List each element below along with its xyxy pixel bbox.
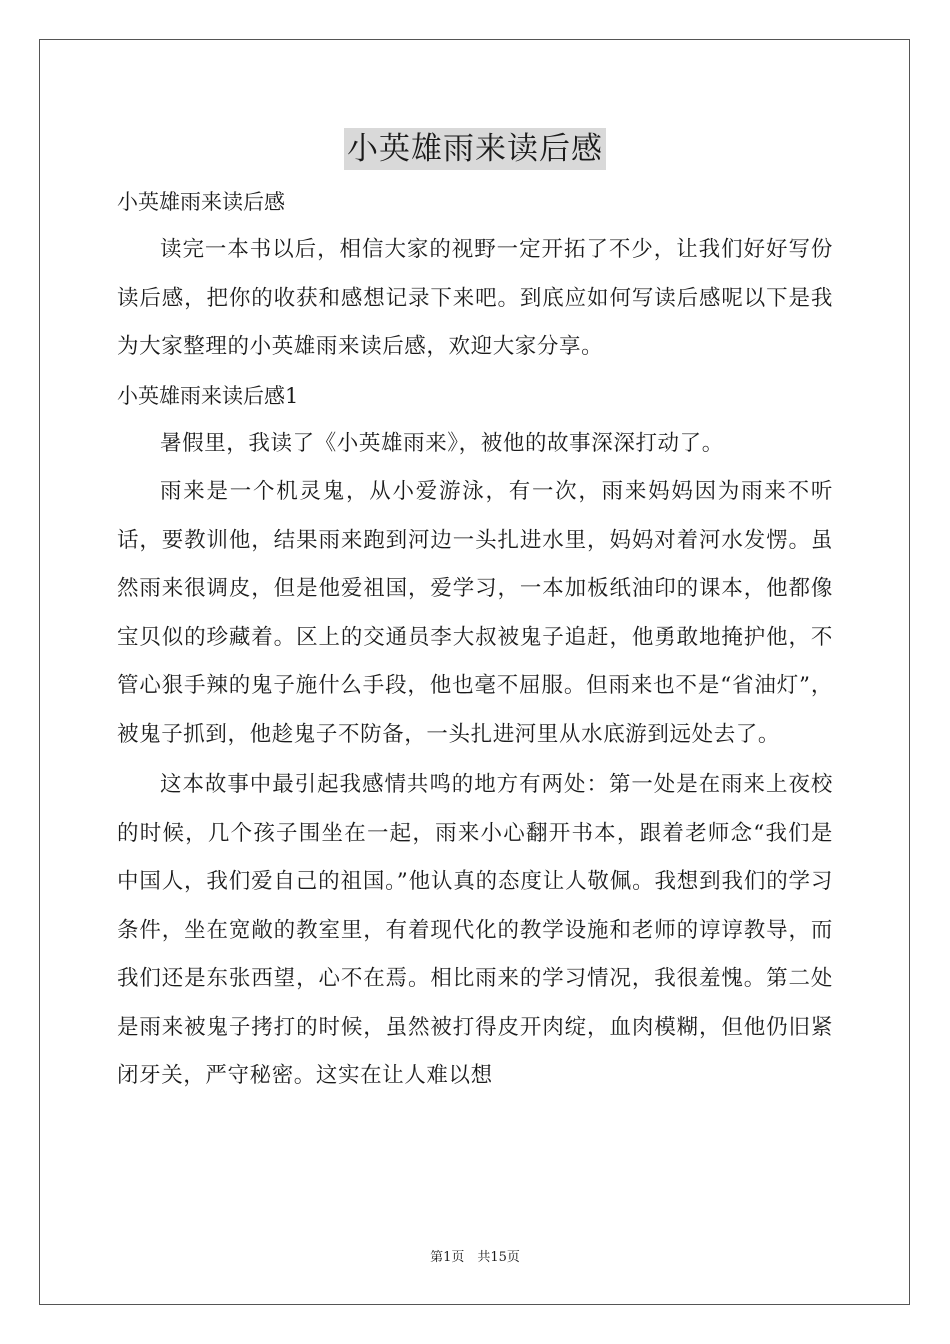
- document-title-text: 小英雄雨来读后感: [344, 128, 606, 170]
- body-paragraph-3: 这本故事中最引起我感情共鸣的地方有两处：第一处是在雨来上夜校的时候，几个孩子围坐在一起，雨来小心翻开书本，跟着老师念“我们是中国人，我们爱自己的祖国。”他认真的态度让人敬佩。我想到我们的学习条件，坐在宽敞的教室里，有着现代化的教学设施和老师的谆谆教导，而我们还是东张西望，心不在焉。相比雨来的学习情况，我很羞愧。第二处是雨来被鬼子拷打的时候，虽然被打得皮开肉绽，血肉模糊，但他仍旧紧闭牙关，严守秘密。这实在让人难以想: [117, 772, 833, 1088]
- body-paragraph-1: 暑假里，我读了《小英雄雨来》，被他的故事深深打动了。: [160, 430, 724, 456]
- document-body: [117, 178, 833, 1101]
- section-heading: 小英雄雨来读后感1: [117, 383, 299, 408]
- body-paragraph-2: 雨来是一个机灵鬼，从小爱游泳，有一次，雨来妈妈因为雨来不听话，要教训他，结果雨来跑到河边一头扎进水里，妈妈对着河水发愣。虽然雨来很调皮，但是他爱祖国，爱学习，一本加板纸油印的课本，他都像宝贝似的珍藏着。区上的交通员李大叔被鬼子追赶，他勇敢地掩护他，不管心狠手辣的鬼子施什么手段，他也毫不屈服。但雨来也不是“省油灯”，被鬼子抓到，他趁鬼子不防备，一头扎进河里从水底游到远处去了。: [117, 479, 833, 747]
- subtitle: 小英雄雨来读后感: [117, 190, 285, 214]
- document-title: [0, 128, 950, 170]
- page-footer: 第1页 共15页: [430, 1250, 520, 1265]
- intro-paragraph: 读完一本书以后，相信大家的视野一定开拓了不少，让我们好好写份读后感，把你的收获和感想记录下来吧。到底应如何写读后感呢以下是我为大家整理的小英雄雨来读后感，欢迎大家分享。: [117, 237, 833, 359]
